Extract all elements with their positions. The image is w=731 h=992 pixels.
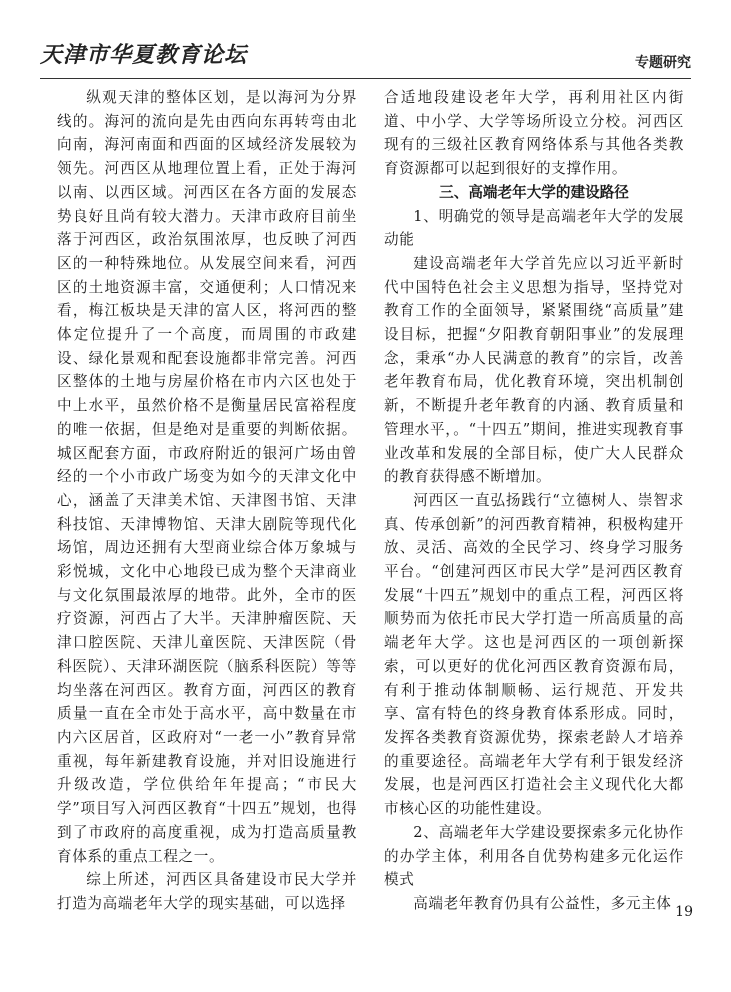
subheading: 2、高端老年大学建设要探索多元化协作的办学主体，利用各自优势构建多元化运作模式 <box>384 823 684 889</box>
section-heading: 三、高端老年大学的建设路径 <box>439 183 629 201</box>
paragraph: 高端老年教育仍具有公益性，多元主体 <box>413 894 672 912</box>
paragraph: 建设高端老年大学首先应以习近平新时代中国特色社会主义思想为指导，坚持党对教育工作的全面领导，紧紧围绕“高质量”建设目标，把握“夕阳教育朝阳事业”的发展理念，秉承“办人民满意的教育”的宗旨，改善老年教育布局，优化教育环境，突出机制创新，不断提升老年教育的内涵、教育质量和管理水平，。“十四五”期间，推进实现教育事业改革和发展的全部目标，使广大人民群众的教育获得感不断增加。 <box>384 254 684 486</box>
section-tag: 专题研究 <box>635 55 691 71</box>
right-column <box>384 86 684 916</box>
header-rule <box>40 78 691 79</box>
page-header <box>40 36 691 76</box>
paragraph: 综上所述，河西区具备建设市民大学并打造为高端老年大学的现实基础，可以选择 <box>57 871 357 912</box>
left-column <box>57 86 357 916</box>
page-number: 19 <box>675 904 693 920</box>
paragraph: 河西区一直弘扬践行“立德树人、崇智求真、传承创新”的河西教育精神，积极构建开放、灵活、高效的全民学习、终身学习服务平台。“创建河西区市民大学”是河西区教育发展“十四五”规划中的重点工程，河西区将顺势而为依托市民大学打造一所高质量的高端老年大学。这也是河西区的一项创新探索，可以更好的优化河西区教育资源布局，有利于推动体制顺畅、运行规范、开发共享、富有特色的终身教育体系形成。同时，发挥各类教育资源优势，探索老龄人才培养的重要途径。高端老年大学有利于银发经济发展，也是河西区打造社会主义现代化大都市核心区的功能性建设。 <box>384 491 684 818</box>
journal-logo: 天津市华夏教育论坛 <box>40 42 248 68</box>
subheading: 1、明确党的领导是高端老年大学的发展动能 <box>384 207 684 249</box>
paragraph: 纵观天津的整体区划，是以海河为分界线的。海河的流向是先由西向东再转弯由北向南，海河南面和西面的区域经济发展较为领先。河西区从地理位置上看，正处于海河以南、以西区域。河西区在各方面的发展态势良好且尚有较大潜力。天津市政府目前坐落于河西区，政治氛围浓厚，也反映了河西区的一种特殊地位。从发展空间来看，河西区的土地资源丰富，交通便利；人口情况来看，梅江板块是天津的富人区，将河西的整体定位提升了一个高度，而周围的市政建设、绿化景观和配套设施都非常完善。河西区整体的土地与房屋价格在市内六区也处于中上水平，虽然价格不是衡量居民富裕程度的唯一依据，但是绝对是重要的判断依据。城区配套方面，市政府附近的银河广场由曾经的一个小市政广场变为如今的天津文化中心，涵盖了天津美术馆、天津图书馆、天津科技馆、天津博物馆、天津大剧院等现代化场馆，周边还拥有大型商业综合体万象城与彩悦城，文化中心地段已成为整个天津商业与文化氛围最浓厚的地带。此外，全市的医疗资源，河西占了大半。天津肿瘤医院、天津口腔医院、天津儿童医院、天津医院（骨科医院）、天津环湖医院（脑系科医院）等等均坐落在河西区。教育方面，河西区的教育质量一直在全市处于高水平，高中数量在市内六区居首，区政府对“一老一小”教育异常重视，每年新建教育设施，并对旧设施进行升级改造，学位供给年年提高；“市民大学”项目写入河西区教育“十四五”规划，也得到了市政府的高度重视，成为打造高质量教育体系的重点工程之一。 <box>57 89 357 865</box>
paragraph-continued: 合适地段建设老年大学，再利用社区内街道、中小学、大学等场所设立分校。河西区现有的三级社区教育网络体系与其他各类教育资源都可以起到很好的支撑作用。 <box>384 89 684 178</box>
